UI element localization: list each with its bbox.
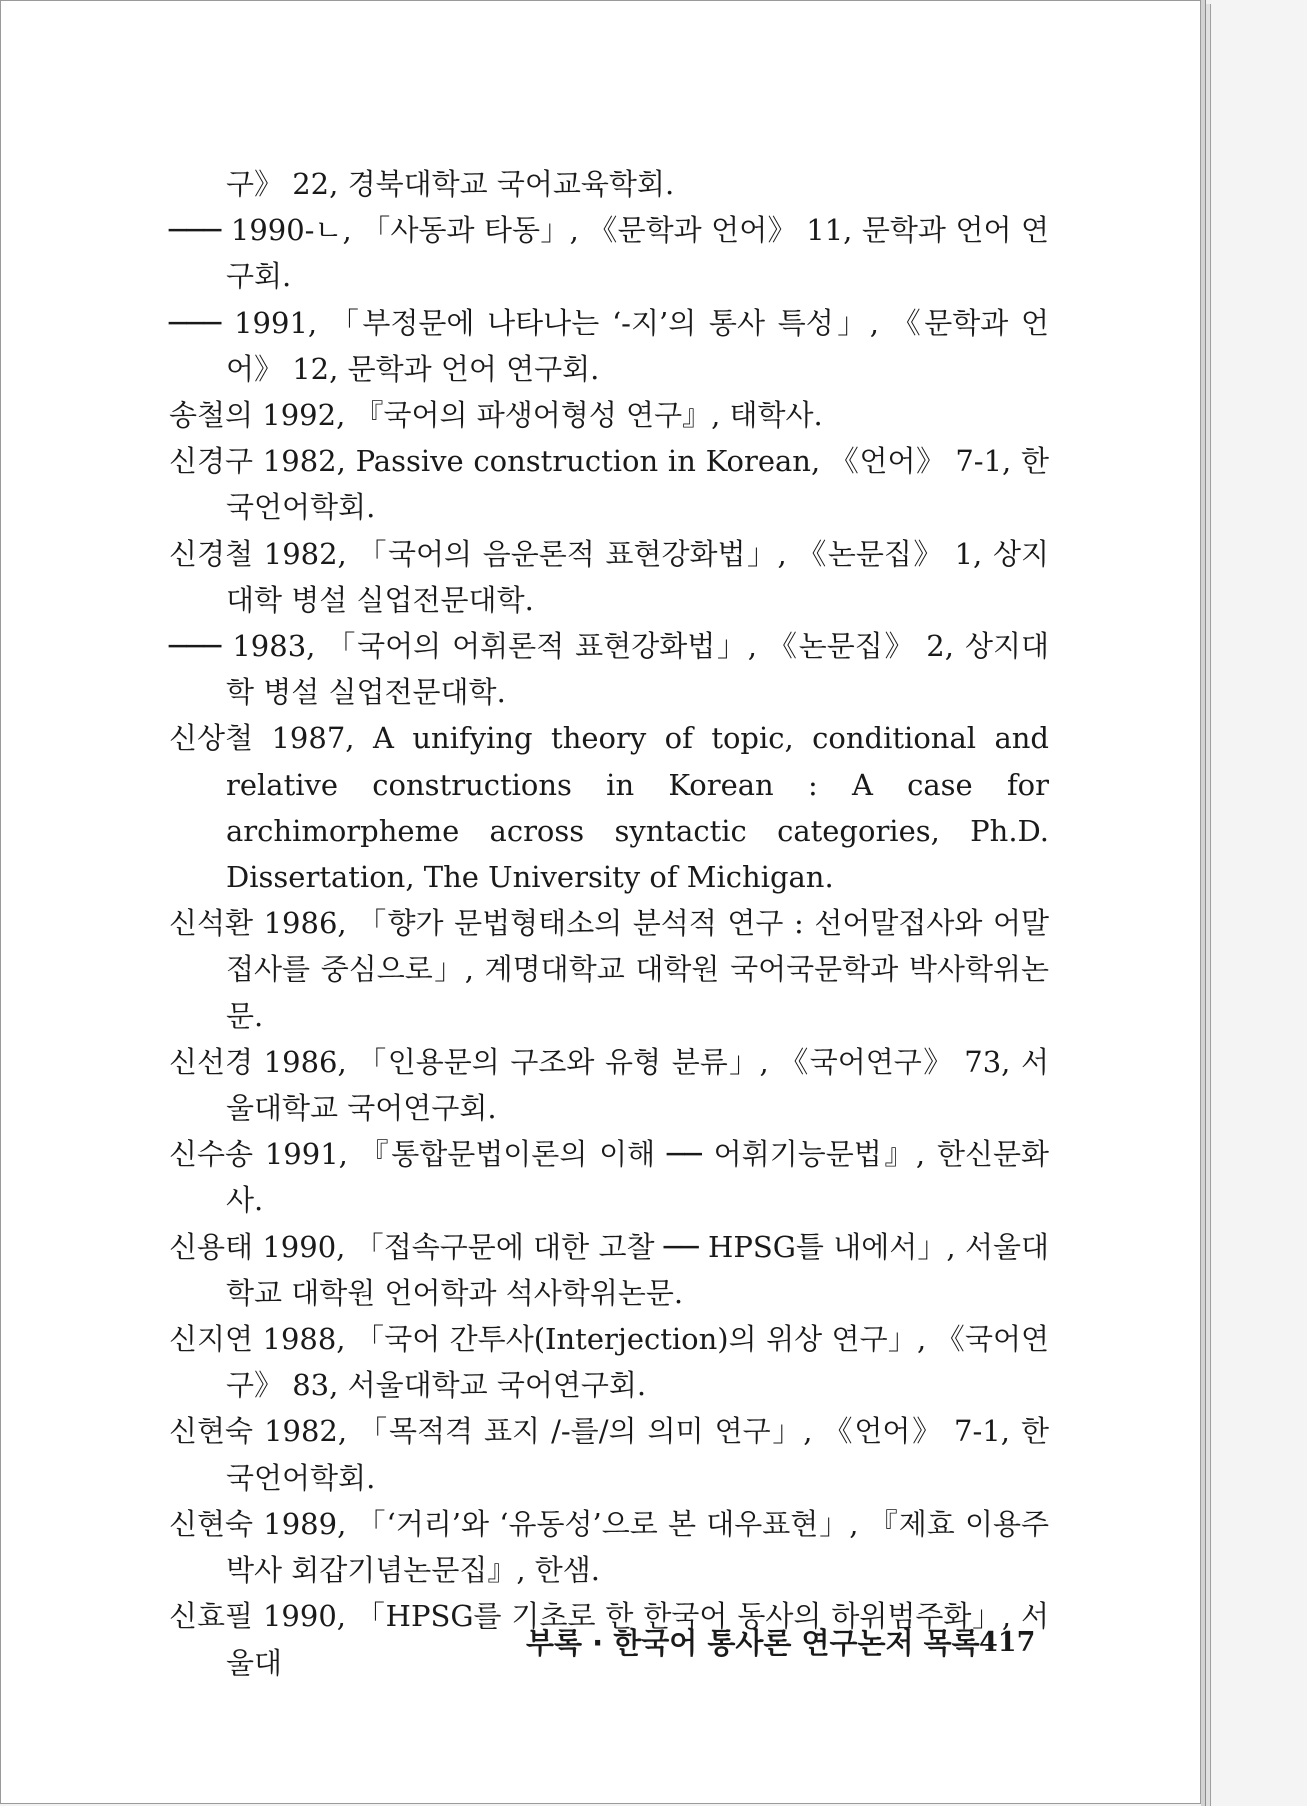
reference-entry: 신경구 1982, Passive construction in Korean, 《언어》 7-1, 한국언어학회. [169,444,1049,525]
reference-entry: ─── 1983, 「국어의 어휘론적 표현강화법」, 《논문집》 2, 상지대학 병설 실업전문대학. [169,629,1049,710]
reference-entry: 신선경 1986, 「인용문의 구조와 유형 분류」, 《국어연구》 73, 서울대학교 국어연구회. [169,1044,1049,1126]
page-edge [1206,4,1211,1806]
reference-entry: 신경철 1982, 「국어의 음운론적 표현강화법」, 《논문집》 1, 상지대학 병설 실업전문대학. [169,536,1049,617]
running-footer-title: 부록 · 한국어 통사론 연구논저 목록 [526,1626,980,1660]
reference-entry: ─── 1990-ㄴ, 「사동과 타동」, 《문학과 언어》 11, 문학과 언어 연구회. [169,213,1049,294]
page-number: 417 [979,1627,1036,1658]
reference-entry: ─── 1991, 「부정문에 나타나는 ‘-지’의 통사 특성」, 《문학과 언어》 12, 문학과 언어 연구회. [169,305,1049,386]
reference-entry: 송철의 1992, 『국어의 파생어형성 연구』, 태학사. [169,398,823,433]
reference-list [169,161,1049,1686]
reference-entry-continued: 구》 22, 경북대학교 국어교육학회. [226,167,675,201]
reference-entry: 신현숙 1989, 「‘거리’와 ‘유동성’으로 본 대우표현」, 『제효 이용주박사 회갑기념논문집』, 한샘. [169,1506,1049,1588]
reference-entry: 신효필 1990, 「HPSG를 기초로 한 한국어 동사의 하위범주화」, 서울대 [169,1599,1049,1680]
reference-entry: 신석환 1986, 「향가 문법형태소의 분석적 연구 : 선어말접사와 어말접사를 중심으로」, 계명대학교 대학원 국어국문학과 박사학위논문. [169,906,1049,1033]
reference-entry: 신용태 1990, 「접속구문에 대한 고찰 ── HPSG틀 내에서」, 서울대학교 대학원 언어학과 석사학위논문. [169,1229,1049,1310]
reference-entry: 신상철 1987, A unifying theory of topic, conditional and relative constructions in Korean : A case for archimorpheme across syntactic categories, Ph.D. Dissertation, The University of Michigan. [169,721,1049,895]
page-footer [1,1623,1202,1663]
reference-entry: 신현숙 1982, 「목적격 표지 /-를/의 의미 연구」, 《언어》 7-1, 한국언어학회. [169,1414,1049,1495]
reference-entry: 신지연 1988, 「국어 간투사(Interjection)의 위상 연구」, 《국어연구》 83, 서울대학교 국어연구회. [169,1322,1049,1403]
reference-entry: 신수송 1991, 『통합문법이론의 이해 ── 어휘기능문법』, 한신문화사. [169,1137,1049,1218]
background-margin [1212,0,1307,1806]
